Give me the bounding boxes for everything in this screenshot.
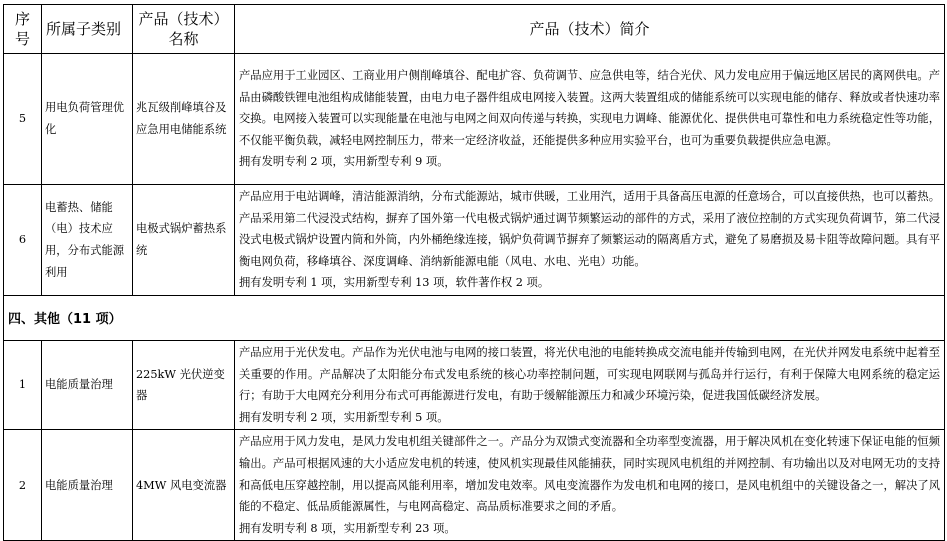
product-table-container xyxy=(3,4,944,541)
header-intro: 产品（技术）简介 xyxy=(235,5,945,54)
row-description: 产品应用于光伏发电。产品作为光伏电池与电网的接口装置，将光伏电池的电能转换成交流电能并传输到电网，在光伏并网发电系统中起着至关重要的作用。产品解决了太阳能分布式发电系统的核心功率控制问题，可实现电网联网与孤岛并行运行，有利于保障大电网系统的稳定运行；有助于大电网充分利用分布式可再能源进行发电，有助于缓解能源压力和减少环境污染，促进我国低碳经济发展。 xyxy=(239,345,940,403)
table-row xyxy=(4,185,945,296)
row-seq: 6 xyxy=(4,185,42,296)
header-name: 产品（技术）名称 xyxy=(133,5,235,54)
row-seq: 5 xyxy=(4,54,42,185)
row-product-name: 电极式锅炉蓄热系统 xyxy=(133,185,235,296)
row-description: 产品应用于工业园区、工商业用户侧削峰填谷、配电扩容、负荷调节、应急供电等，结合光伏、风力发电应用于偏远地区居民的离网供电。产品由磷酸铁锂电池组构成储能装置，由电力电子器件组成电网接入装置。这两大装置组成的储能系统可以实现电能的储存、释放或者快速功率交换。电网接入装置可以实现能量在电池与电网之间双向传递与转换，实现电力调峰、能源优化、提供供电可靠性和电力系统稳定性等功能，不仅能平衡负载，减轻电网控制压力，带来一定经济收益，还能提供多种应用实验平台，也可为重要负载提供应急电源。 xyxy=(239,69,940,147)
row-seq: 2 xyxy=(4,430,42,541)
section-row xyxy=(4,295,945,340)
table-row xyxy=(4,340,945,429)
product-table xyxy=(3,4,945,541)
row-product-name: 225kW 光伏逆变器 xyxy=(133,340,235,429)
row-description: 产品应用于电站调峰，清洁能源消纳，分布式能源站，城市供暖，工业用汽，适用于具备高压电源的任意场合，可以直接供热，也可以蓄热。产品采用第二代浸没式结构，摒弃了国外第一代电极式锅炉通过调节频繁运动的部件的方式，采用了液位控制的方式实现负荷调节，第二代浸没式电极式锅炉设置内筒和外筒，内外桶绝缘连接，锅炉负荷调节摒弃了频繁运动的隔离盾方式，避免了易磨损及易卡阻等故障问题。具有平衡电网负荷，移峰填谷、深度调峰、消纳新能源电能（风电、水电、光电）功能。 xyxy=(239,190,940,268)
row-seq: 1 xyxy=(4,340,42,429)
header-seq: 序号 xyxy=(4,5,42,54)
row-category: 电能质量治理 xyxy=(42,430,133,541)
row-description-cell xyxy=(235,185,945,296)
row-category: 电能质量治理 xyxy=(42,340,133,429)
row-description-cell xyxy=(235,340,945,429)
row-product-name: 兆瓦级削峰填谷及应急用电储能系统 xyxy=(133,54,235,185)
row-patents: 拥有发明专利 2 项，实用新型专利 5 项。 xyxy=(239,410,449,424)
section-title: 四、其他（11 项） xyxy=(4,295,945,340)
row-patents: 拥有发明专利 8 项，实用新型专利 23 项。 xyxy=(239,521,456,535)
row-product-name: 4MW 风电变流器 xyxy=(133,430,235,541)
row-description-cell xyxy=(235,430,945,541)
table-row xyxy=(4,430,945,541)
table-row xyxy=(4,54,945,185)
header-row xyxy=(4,5,945,54)
row-patents: 拥有发明专利 1 项，实用新型专利 13 项，软件著作权 2 项。 xyxy=(239,276,550,290)
row-category: 用电负荷管理优化 xyxy=(42,54,133,185)
row-category: 电蓄热、储能（电）技术应用，分布式能源利用 xyxy=(42,185,133,296)
row-patents: 拥有发明专利 2 项，实用新型专利 9 项。 xyxy=(239,155,449,169)
row-description: 产品应用于风力发电，是风力发电机组关键部件之一。产品分为双馈式变流器和全功率型变流器，用于解决风机在变化转速下保证电能的恒频输出。产品可根据风速的大小适应发电机的转速，使风机实现最佳风能捕获，同时实现风电机组的并网控制、有功输出以及对电网无功的支持和高低电压穿越控制，用以提高风能利用率，增加发电效率。风电变流器作为发电机和电网的接口，是风电机组中的关键设备之一，解决了风能的不稳定、低品质能源属性，与电网高稳定、高品质标准要求之间的矛盾。 xyxy=(239,435,940,514)
header-category: 所属子类别 xyxy=(42,5,133,54)
row-description-cell xyxy=(235,54,945,185)
